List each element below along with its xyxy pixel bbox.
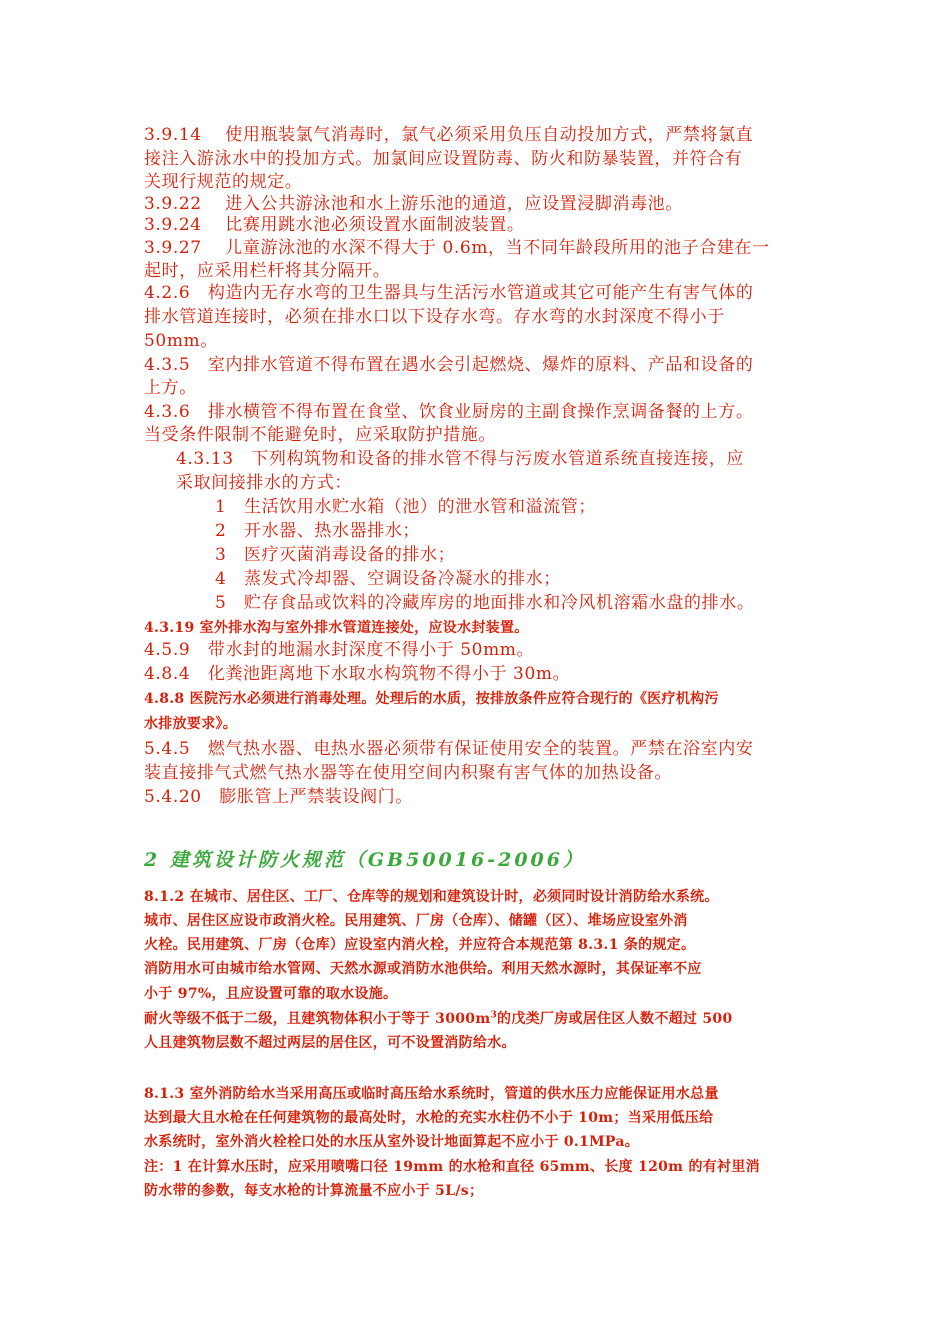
clause-4-2-6-line-2: 排水管道连接时，必须在排水口以下设存水弯。存水弯的水封深度不得小于	[144, 307, 725, 327]
clause-8-1-2-line-5: 小于 97%，且应设置可靠的取水设施。	[144, 986, 398, 1002]
list-item-1: 1 生活饮用水贮水箱（池）的泄水管和溢流管；	[215, 497, 597, 517]
clause-4-8-8-line-2: 水排放要求》。	[144, 716, 238, 732]
clause-3-9-24: 3.9.24 比赛用跳水池必须设置水面制波装置。	[144, 215, 525, 235]
clause-8-1-3-line-1: 8.1.3 室外消防给水当采用高压或临时高压给水系统时，管道的供水压力应能保证用水总量	[144, 1086, 719, 1102]
clause-4-8-8-line-1: 4.8.8 医院污水必须进行消毒处理。处理后的水质，按排放条件应符合现行的《医疗机构污	[144, 691, 719, 707]
clause-4-3-5-line-2: 上方。	[144, 378, 197, 398]
clause-8-1-3-line-3: 水系统时，室外消火栓栓口处的水压从室外设计地面算起不应小于 0.1MPa。	[144, 1134, 640, 1150]
clause-8-1-2-line-6-start: 耐火等级不低于二级，且建筑物体积小于等于 3000m	[144, 1011, 491, 1027]
list-item-4: 4 蒸发式冷却器、空调设备冷凝水的排水；	[215, 569, 561, 589]
clause-8-1-2-line-3: 火栓。民用建筑、厂房（仓库）应设室内消火栓，并应符合本规范第 8.3.1 条的规定。	[144, 937, 696, 953]
clause-3-9-14-line-3: 关现行规范的规定。	[144, 172, 303, 192]
clause-8-1-2-line-1: 8.1.2 在城市、居住区、工厂、仓库等的规划和建筑设计时，必须同时设计消防给水系统。	[144, 889, 719, 905]
clause-8-1-2-line-7: 人且建筑物层数不超过两层的居住区，可不设置消防给水。	[144, 1035, 516, 1051]
list-item-3: 3 医疗灭菌消毒设备的排水；	[215, 545, 456, 565]
clause-5-4-20: 5.4.20 膨胀管上严禁装设阀门。	[144, 787, 413, 807]
clause-4-3-13-line-2: 采取间接排水的方式：	[176, 473, 352, 493]
clause-3-9-22: 3.9.22 进入公共游泳池和水上游乐池的通道，应设置浸脚消毒池。	[144, 194, 683, 214]
list-item-2: 2 开水器、热水器排水；	[215, 521, 421, 541]
clause-8-1-2-line-6-end: 的戊类厂房或居住区人数不超过 500	[497, 1011, 733, 1027]
superscript-3: 3	[490, 1010, 498, 1021]
clause-4-3-6-line-1: 4.3.6 排水横管不得布置在食堂、饮食业厨房的主副食操作烹调备餐的上方。	[144, 402, 754, 422]
clause-4-3-13-line-1: 4.3.13 下列构筑物和设备的排水管不得与污废水管道系统直接连接，应	[176, 449, 745, 469]
clause-4-8-4: 4.8.4 化粪池距离地下水取水构筑物不得小于 30m。	[144, 664, 571, 684]
clause-8-1-3-line-2: 达到最大且水枪在任何建筑物的最高处时，水枪的充实水柱仍不小于 10m；当采用低压给	[144, 1110, 714, 1126]
clause-3-9-14-line-2: 接注入游泳水中的投加方式。加氯间应设置防毒、防火和防暴装置，并符合有	[144, 149, 743, 169]
section-heading: 2 建筑设计防火规范（GB50016-2006）	[144, 849, 585, 871]
clause-4-5-9: 4.5.9 带水封的地漏水封深度不得小于 50mm。	[144, 640, 535, 660]
list-item-5: 5 贮存食品或饮料的冷藏库房的地面排水和冷风机溶霜水盘的排水。	[215, 593, 755, 613]
clause-3-9-14-line-1: 3.9.14 使用瓶装氯气消毒时，氯气必须采用负压自动投加方式，严禁将氯直	[144, 125, 754, 145]
clause-3-9-27-line-1: 3.9.27 儿童游泳池的水深不得大于 0.6m，当不同年龄段所用的池子合建在一	[144, 238, 770, 258]
note-line-2: 防水带的参数，每支水枪的计算流量不应小于 5L/s；	[144, 1183, 484, 1199]
note-line-1: 注：1 在计算水压时，应采用喷嘴口径 19mm 的水枪和直径 65mm、长度 120m 的有衬里消	[144, 1159, 760, 1175]
clause-4-2-6-line-1: 4.2.6 构造内无存水弯的卫生器具与生活污水管道或其它可能产生有害气体的	[144, 283, 754, 303]
clause-4-3-19: 4.3.19 室外排水沟与室外排水管道连接处，应设水封装置。	[144, 620, 529, 636]
clause-4-3-5-line-1: 4.3.5 室内排水管道不得布置在遇水会引起燃烧、爆炸的原料、产品和设备的	[144, 355, 754, 375]
clause-5-4-5-line-2: 装直接排气式燃气热水器等在使用空间内积聚有害气体的加热设备。	[144, 763, 672, 783]
clause-4-2-6-line-3: 50mm。	[144, 331, 218, 351]
clause-8-1-2-line-2: 城市、居住区应设市政消火栓。民用建筑、厂房（仓库）、储罐（区）、堆场应设室外消	[144, 913, 688, 929]
clause-4-3-6-line-2: 当受条件限制不能避免时，应采取防护措施。	[144, 425, 496, 445]
clause-5-4-5-line-1: 5.4.5 燃气热水器、电热水器必须带有保证使用安全的装置。严禁在浴室内安	[144, 739, 754, 759]
clause-3-9-27-line-2: 起时，应采用栏杆将其分隔开。	[144, 261, 391, 281]
clause-8-1-2-line-4: 消防用水可由城市给水管网、天然水源或消防水池供给。利用天然水源时，其保证率不应	[144, 961, 702, 977]
clause-8-1-2-line-6	[144, 1008, 733, 1030]
